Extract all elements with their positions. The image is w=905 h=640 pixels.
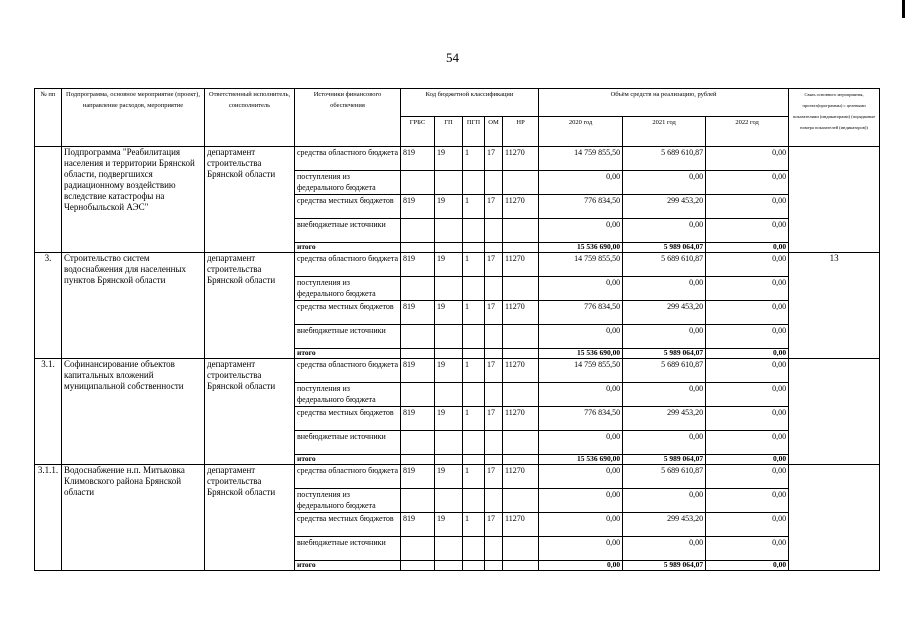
code-grbs: [401, 455, 435, 465]
code-grbs: 819: [401, 407, 435, 431]
code-om: [485, 561, 503, 571]
code-pgp: [463, 325, 485, 349]
code-grbs: [401, 431, 435, 455]
amount-2022: 0,00: [706, 383, 789, 407]
code-gp: 19: [435, 465, 463, 489]
code-pgp: [463, 489, 485, 513]
code-grbs: [401, 561, 435, 571]
code-gp: [435, 455, 463, 465]
amount-2020: 14 759 855,50: [539, 359, 623, 383]
code-grbs: [401, 243, 435, 253]
amount-2020: 0,00: [539, 513, 623, 537]
table-row: [35, 359, 880, 383]
code-gp: [435, 219, 463, 243]
funding-source: внебюджетные источники: [295, 325, 401, 349]
code-pgp: 1: [463, 147, 485, 171]
code-pgp: 1: [463, 359, 485, 383]
code-pgp: [463, 561, 485, 571]
amount-2021: 0,00: [623, 383, 706, 407]
code-nr: 11270: [503, 301, 539, 325]
program-name: Подпрограмма "Реабилитация населения и территории Брянской области, подвергшихся радиационному воздействию вследствие катастрофы на Чернобыльской АЭС": [62, 147, 205, 253]
amount-2021: 5 689 610,87: [623, 359, 706, 383]
code-gp: [435, 561, 463, 571]
amount-2020: 0,00: [539, 489, 623, 513]
code-pgp: [463, 431, 485, 455]
responsible-executor: департамент строительства Брянской области: [205, 359, 295, 465]
table-body: [35, 147, 880, 571]
indicator-link: [789, 465, 880, 571]
amount-2022: 0,00: [706, 359, 789, 383]
amount-2020: 0,00: [539, 277, 623, 301]
code-pgp: 1: [463, 301, 485, 325]
code-nr: [503, 431, 539, 455]
code-om: 17: [485, 359, 503, 383]
code-grbs: [401, 537, 435, 561]
code-gp: 19: [435, 147, 463, 171]
table-row: [35, 147, 880, 171]
code-om: [485, 171, 503, 195]
funding-source: поступления из федерального бюджета: [295, 277, 401, 301]
code-grbs: 819: [401, 465, 435, 489]
code-nr: [503, 243, 539, 253]
code-om: [485, 383, 503, 407]
code-pgp: [463, 349, 485, 359]
code-grbs: [401, 349, 435, 359]
funding-source: внебюджетные источники: [295, 431, 401, 455]
amount-2022: 0,00: [706, 325, 789, 349]
header-2020: 2020 год: [539, 117, 623, 147]
code-nr: [503, 277, 539, 301]
header-2021: 2021 год: [623, 117, 706, 147]
funding-source: средства областного бюджета: [295, 465, 401, 489]
amount-2021: 5 689 610,87: [623, 147, 706, 171]
code-nr: 11270: [503, 513, 539, 537]
funding-source: средства местных бюджетов: [295, 407, 401, 431]
code-grbs: 819: [401, 195, 435, 219]
code-nr: 11270: [503, 465, 539, 489]
funding-source: внебюджетные источники: [295, 219, 401, 243]
code-grbs: [401, 277, 435, 301]
program-name: Софинансирование объектов капитальных вложений муниципальной собственности: [62, 359, 205, 465]
code-gp: 19: [435, 253, 463, 277]
code-om: [485, 243, 503, 253]
code-grbs: 819: [401, 359, 435, 383]
amount-2021: 5 989 064,07: [623, 561, 706, 571]
table-row: [35, 253, 880, 277]
indicator-link: [789, 359, 880, 465]
header-program: Подпрограмма, основное мероприятие (проект), направление расходов, мероприятие: [62, 89, 205, 147]
amount-2022: 0,00: [706, 513, 789, 537]
row-number: 3.1.1.: [35, 465, 62, 571]
header-num: № пп: [35, 89, 62, 147]
amount-2022: 0,00: [706, 277, 789, 301]
amount-2022: 0,00: [706, 147, 789, 171]
amount-2020: 0,00: [539, 465, 623, 489]
code-pgp: 1: [463, 195, 485, 219]
funding-source: средства областного бюджета: [295, 147, 401, 171]
amount-2020: 0,00: [539, 383, 623, 407]
funding-source: итого: [295, 455, 401, 465]
code-pgp: [463, 383, 485, 407]
code-nr: [503, 537, 539, 561]
amount-2021: 5 989 064,07: [623, 455, 706, 465]
funding-source: средства областного бюджета: [295, 359, 401, 383]
amount-2020: 0,00: [539, 537, 623, 561]
amount-2021: 299 453,20: [623, 195, 706, 219]
header-link: Связь основного мероприятия, проекта(программы) с целевыми показателями (индикаторами) (порядковые номера показателей (индикаторов)): [789, 89, 880, 147]
code-om: [485, 455, 503, 465]
code-om: 17: [485, 513, 503, 537]
header-sources: Источники финансового обеспечения: [295, 89, 401, 147]
code-nr: [503, 325, 539, 349]
code-gp: [435, 349, 463, 359]
header-gp: ГП: [435, 117, 463, 147]
code-om: 17: [485, 195, 503, 219]
code-gp: [435, 171, 463, 195]
code-grbs: [401, 489, 435, 513]
funding-source: поступления из федерального бюджета: [295, 489, 401, 513]
budget-table: [34, 88, 880, 571]
code-grbs: [401, 219, 435, 243]
funding-source: поступления из федерального бюджета: [295, 171, 401, 195]
amount-2021: 5 689 610,87: [623, 465, 706, 489]
header-volume: Объём средств на реализацию, рублей: [539, 89, 789, 117]
header-nr: НР: [503, 117, 539, 147]
code-nr: [503, 489, 539, 513]
header-grbs: ГРБС: [401, 117, 435, 147]
amount-2020: 0,00: [539, 171, 623, 195]
amount-2022: 0,00: [706, 407, 789, 431]
header-responsible: Ответственный исполнитель, соисполнитель: [205, 89, 295, 147]
funding-source: поступления из федерального бюджета: [295, 383, 401, 407]
code-grbs: 819: [401, 147, 435, 171]
code-om: [485, 219, 503, 243]
code-nr: [503, 455, 539, 465]
amount-2020: 15 536 690,00: [539, 349, 623, 359]
code-nr: 11270: [503, 359, 539, 383]
code-om: [485, 325, 503, 349]
amount-2020: 15 536 690,00: [539, 455, 623, 465]
amount-2022: 0,00: [706, 455, 789, 465]
amount-2022: 0,00: [706, 301, 789, 325]
code-nr: [503, 561, 539, 571]
code-gp: 19: [435, 359, 463, 383]
code-om: 17: [485, 301, 503, 325]
amount-2020: 776 834,50: [539, 301, 623, 325]
amount-2020: 776 834,50: [539, 407, 623, 431]
row-number: 3.1.: [35, 359, 62, 465]
amount-2020: 14 759 855,50: [539, 147, 623, 171]
header-budget-code: Код бюджетной классификации: [401, 89, 539, 117]
code-nr: 11270: [503, 147, 539, 171]
header-om: ОМ: [485, 117, 503, 147]
amount-2022: 0,00: [706, 253, 789, 277]
code-grbs: 819: [401, 513, 435, 537]
amount-2021: 299 453,20: [623, 513, 706, 537]
header-2022: 2022 год: [706, 117, 789, 147]
code-nr: 11270: [503, 407, 539, 431]
code-pgp: [463, 455, 485, 465]
code-grbs: 819: [401, 301, 435, 325]
funding-source: итого: [295, 561, 401, 571]
code-gp: 19: [435, 513, 463, 537]
amount-2021: 5 989 064,07: [623, 349, 706, 359]
amount-2022: 0,00: [706, 195, 789, 219]
code-pgp: 1: [463, 407, 485, 431]
code-om: 17: [485, 407, 503, 431]
funding-source: средства местных бюджетов: [295, 301, 401, 325]
amount-2022: 0,00: [706, 489, 789, 513]
code-gp: [435, 537, 463, 561]
amount-2022: 0,00: [706, 537, 789, 561]
amount-2021: 0,00: [623, 537, 706, 561]
amount-2020: 0,00: [539, 561, 623, 571]
code-om: [485, 349, 503, 359]
row-number: [35, 147, 62, 253]
code-gp: 19: [435, 195, 463, 219]
code-om: [485, 489, 503, 513]
code-gp: [435, 325, 463, 349]
page-number: 54: [446, 50, 459, 65]
amount-2021: 5 989 064,07: [623, 243, 706, 253]
amount-2021: 0,00: [623, 489, 706, 513]
code-pgp: [463, 537, 485, 561]
code-gp: 19: [435, 407, 463, 431]
code-gp: [435, 243, 463, 253]
code-nr: 11270: [503, 195, 539, 219]
amount-2022: 0,00: [706, 219, 789, 243]
code-gp: [435, 489, 463, 513]
responsible-executor: департамент строительства Брянской области: [205, 465, 295, 571]
code-nr: [503, 219, 539, 243]
responsible-executor: департамент строительства Брянской области: [205, 147, 295, 253]
amount-2022: 0,00: [706, 561, 789, 571]
funding-source: средства местных бюджетов: [295, 195, 401, 219]
code-om: [485, 537, 503, 561]
amount-2020: 0,00: [539, 325, 623, 349]
code-nr: [503, 349, 539, 359]
amount-2022: 0,00: [706, 171, 789, 195]
funding-source: внебюджетные источники: [295, 537, 401, 561]
amount-2021: 5 689 610,87: [623, 253, 706, 277]
code-pgp: 1: [463, 465, 485, 489]
amount-2021: 0,00: [623, 277, 706, 301]
funding-source: средства областного бюджета: [295, 253, 401, 277]
code-pgp: [463, 171, 485, 195]
funding-source: итого: [295, 349, 401, 359]
amount-2020: 0,00: [539, 431, 623, 455]
code-om: 17: [485, 253, 503, 277]
row-number: 3.: [35, 253, 62, 359]
program-name: Строительство систем водоснабжения для населенных пунктов Брянской области: [62, 253, 205, 359]
indicator-link: [789, 147, 880, 253]
table-row: [35, 465, 880, 489]
code-om: 17: [485, 147, 503, 171]
code-pgp: [463, 277, 485, 301]
code-grbs: [401, 383, 435, 407]
amount-2022: 0,00: [706, 465, 789, 489]
code-gp: [435, 383, 463, 407]
code-gp: [435, 277, 463, 301]
header-pgp: ПГП: [463, 117, 485, 147]
code-pgp: [463, 243, 485, 253]
code-nr: [503, 383, 539, 407]
code-grbs: 819: [401, 253, 435, 277]
amount-2022: 0,00: [706, 431, 789, 455]
amount-2021: 0,00: [623, 431, 706, 455]
amount-2022: 0,00: [706, 243, 789, 253]
amount-2020: 776 834,50: [539, 195, 623, 219]
code-om: [485, 431, 503, 455]
amount-2021: 299 453,20: [623, 407, 706, 431]
code-grbs: [401, 325, 435, 349]
indicator-link: 13: [789, 253, 880, 359]
funding-source: средства местных бюджетов: [295, 513, 401, 537]
code-om: [485, 277, 503, 301]
code-pgp: 1: [463, 253, 485, 277]
responsible-executor: департамент строительства Брянской области: [205, 253, 295, 359]
code-pgp: 1: [463, 513, 485, 537]
amount-2020: 15 536 690,00: [539, 243, 623, 253]
code-nr: [503, 171, 539, 195]
amount-2020: 0,00: [539, 219, 623, 243]
amount-2021: 0,00: [623, 171, 706, 195]
amount-2021: 299 453,20: [623, 301, 706, 325]
amount-2021: 0,00: [623, 325, 706, 349]
code-gp: [435, 431, 463, 455]
funding-source: итого: [295, 243, 401, 253]
code-pgp: [463, 219, 485, 243]
code-gp: 19: [435, 301, 463, 325]
code-om: 17: [485, 465, 503, 489]
code-grbs: [401, 171, 435, 195]
amount-2022: 0,00: [706, 349, 789, 359]
amount-2021: 0,00: [623, 219, 706, 243]
amount-2020: 14 759 855,50: [539, 253, 623, 277]
program-name: Водоснабжение н.п. Митьковка Климовского района Брянской области: [62, 465, 205, 571]
code-nr: 11270: [503, 253, 539, 277]
